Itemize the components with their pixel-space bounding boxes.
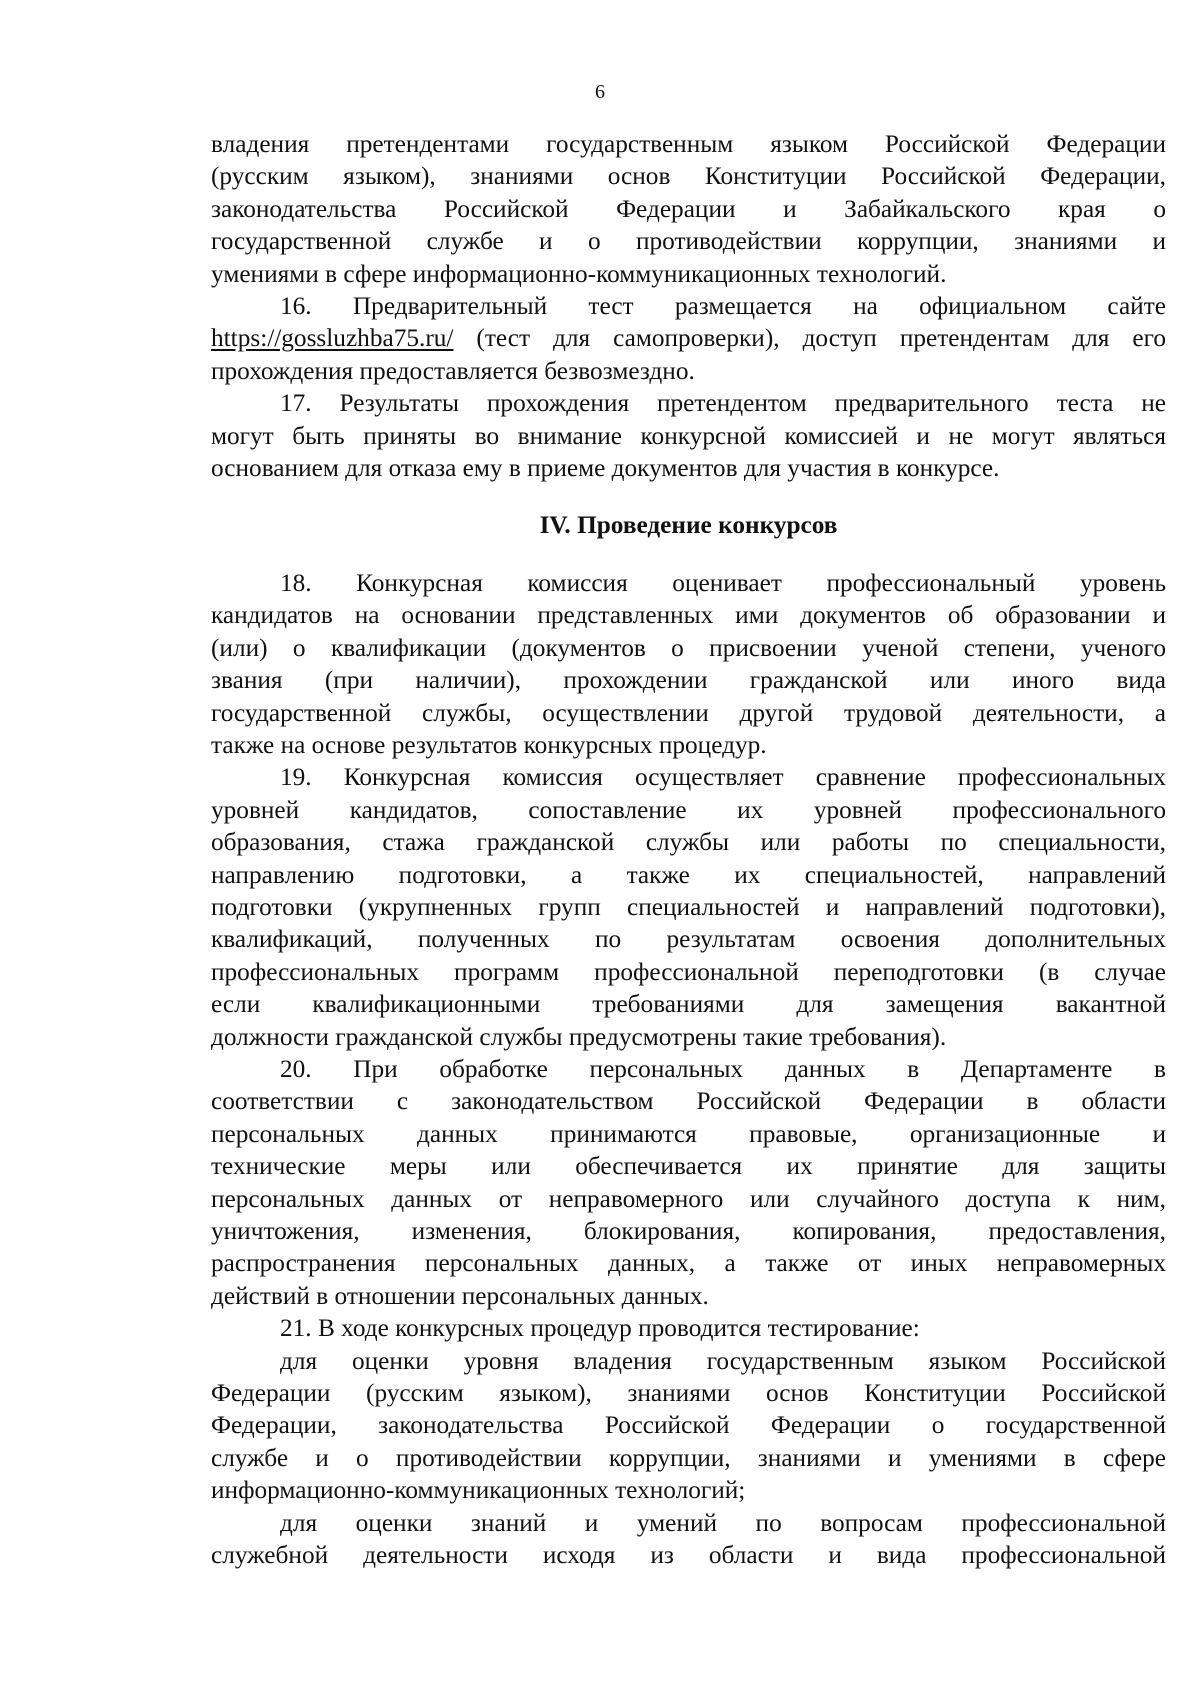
paragraph-line: государственной службе и о противодействии коррупции, знаниями и bbox=[211, 227, 1166, 256]
paragraph-line: Федерации, законодательства Российской Федерации о государственной bbox=[211, 1411, 1166, 1440]
paragraphs-after-16 bbox=[211, 387, 1166, 484]
paragraph-line: 18. Конкурсная комиссия оценивает профессиональный уровень bbox=[280, 568, 1166, 597]
paragraph-line: квалификаций, полученных по результатам освоения дополнительных bbox=[211, 925, 1166, 954]
paragraph-line: 16. Предварительный тест размещается на официальном сайте bbox=[280, 292, 1166, 321]
paragraph-line: (русским языком), знаниями основ Конституции Российской Федерации, bbox=[211, 162, 1166, 191]
website-link[interactable]: https://gossluzhba75.ru/ bbox=[211, 324, 454, 353]
paragraph-line: 17. Результаты прохождения претендентом предварительного теста не bbox=[280, 389, 1166, 418]
paragraph-line: подготовки (укрупненных групп специальностей и направлений подготовки), bbox=[211, 892, 1166, 921]
paragraph-line: если квалификационными требованиями для замещения вакантной bbox=[211, 990, 1166, 1019]
paragraph-line: законодательства Российской Федерации и Забайкальского края о bbox=[211, 194, 1166, 223]
paragraph-line-rest: (тест для самопроверки), доступ претендентам для его bbox=[453, 324, 1166, 353]
paragraph-line: действий в отношении персональных данных. bbox=[211, 1281, 709, 1310]
paragraph-line: для оценки знаний и умений по вопросам профессиональной bbox=[280, 1508, 1166, 1537]
document-body bbox=[211, 128, 1166, 1571]
paragraph-line: уничтожения, изменения, блокирования, копирования, предоставления, bbox=[211, 1217, 1166, 1245]
paragraph-line: должности гражданской службы предусмотрены такие требования). bbox=[211, 1022, 947, 1051]
paragraph-p21-b bbox=[211, 1507, 1166, 1572]
paragraph-line: образования, стажа гражданской службы или работы по специальности, bbox=[211, 828, 1166, 857]
paragraph-line: персональных данных от неправомерного или случайного доступа к ним, bbox=[211, 1184, 1166, 1213]
paragraph-line: уровней кандидатов, сопоставление их уровней профессионального bbox=[211, 795, 1166, 824]
paragraph-p18 bbox=[211, 567, 1166, 761]
paragraph-p17 bbox=[211, 387, 1166, 484]
paragraph-line: также на основе результатов конкурсных процедур. bbox=[211, 730, 767, 759]
paragraph-line: служебной деятельности исходя из области и вида профессиональной bbox=[211, 1541, 1166, 1570]
paragraph-line: звания (при наличии), прохождении гражданской или иного вида bbox=[211, 666, 1166, 695]
paragraph-p21-a bbox=[211, 1345, 1166, 1507]
paragraph-16 bbox=[211, 290, 1166, 387]
paragraphs-top bbox=[211, 128, 1166, 290]
paragraph-line: профессиональных программ профессиональной переподготовки (в случае bbox=[211, 957, 1166, 986]
paragraph-line bbox=[211, 322, 1166, 354]
paragraph-line: прохождения предоставляется безвозмездно. bbox=[211, 356, 695, 385]
paragraph-line: соответствии с законодательством Российской Федерации в области bbox=[211, 1087, 1166, 1116]
paragraph-line: государственной службы, осуществлении другой трудовой деятельности, а bbox=[211, 698, 1166, 727]
paragraph-line: владения претендентами государственным языком Российской Федерации bbox=[211, 130, 1166, 158]
paragraph-line: технические меры или обеспечивается их принятие для защиты bbox=[211, 1152, 1166, 1181]
paragraph-line: для оценки уровня владения государственным языком Российской bbox=[280, 1346, 1166, 1375]
paragraph-line: основанием для отказа ему в приеме документов для участия в конкурсе. bbox=[211, 454, 1000, 483]
paragraph-line: кандидатов на основании представленных ими документов об образовании и bbox=[211, 601, 1166, 630]
paragraphs-bottom bbox=[211, 567, 1166, 1572]
page-number: 6 bbox=[595, 81, 605, 103]
paragraph-line: могут быть приняты во внимание конкурсной комиссией и не могут являться bbox=[211, 421, 1166, 450]
section-heading: IV. Проведение конкурсов bbox=[539, 511, 838, 540]
paragraph-line: 21. В ходе конкурсных процедур проводится тестирование: bbox=[280, 1314, 920, 1343]
paragraph-line: 20. При обработке персональных данных в Департаменте в bbox=[280, 1054, 1166, 1083]
paragraph-line: направлению подготовки, а также их специальностей, направлений bbox=[211, 860, 1166, 889]
paragraph-p21 bbox=[211, 1312, 1166, 1344]
paragraph-p20 bbox=[211, 1053, 1166, 1312]
paragraph-line: персональных данных принимаются правовые, организационные и bbox=[211, 1119, 1166, 1148]
paragraph-line: умениями в сфере информационно-коммуникационных технологий. bbox=[211, 259, 947, 288]
paragraph-line: информационно-коммуникационных технологий; bbox=[211, 1476, 746, 1505]
paragraph-line: Федерации (русским языком), знаниями основ Конституции Российской bbox=[211, 1379, 1166, 1408]
paragraph-p-intro bbox=[211, 128, 1166, 290]
paragraph-p19 bbox=[211, 761, 1166, 1053]
paragraph-line: службе и о противодействии коррупции, знаниями и умениями в сфере bbox=[211, 1443, 1166, 1472]
paragraph-line: (или) о квалификации (документов о присвоении ученой степени, ученого bbox=[211, 633, 1166, 662]
paragraph-line: 19. Конкурсная комиссия осуществляет сравнение профессиональных bbox=[280, 763, 1166, 792]
paragraph-line: распространения персональных данных, а также от иных неправомерных bbox=[211, 1249, 1166, 1278]
